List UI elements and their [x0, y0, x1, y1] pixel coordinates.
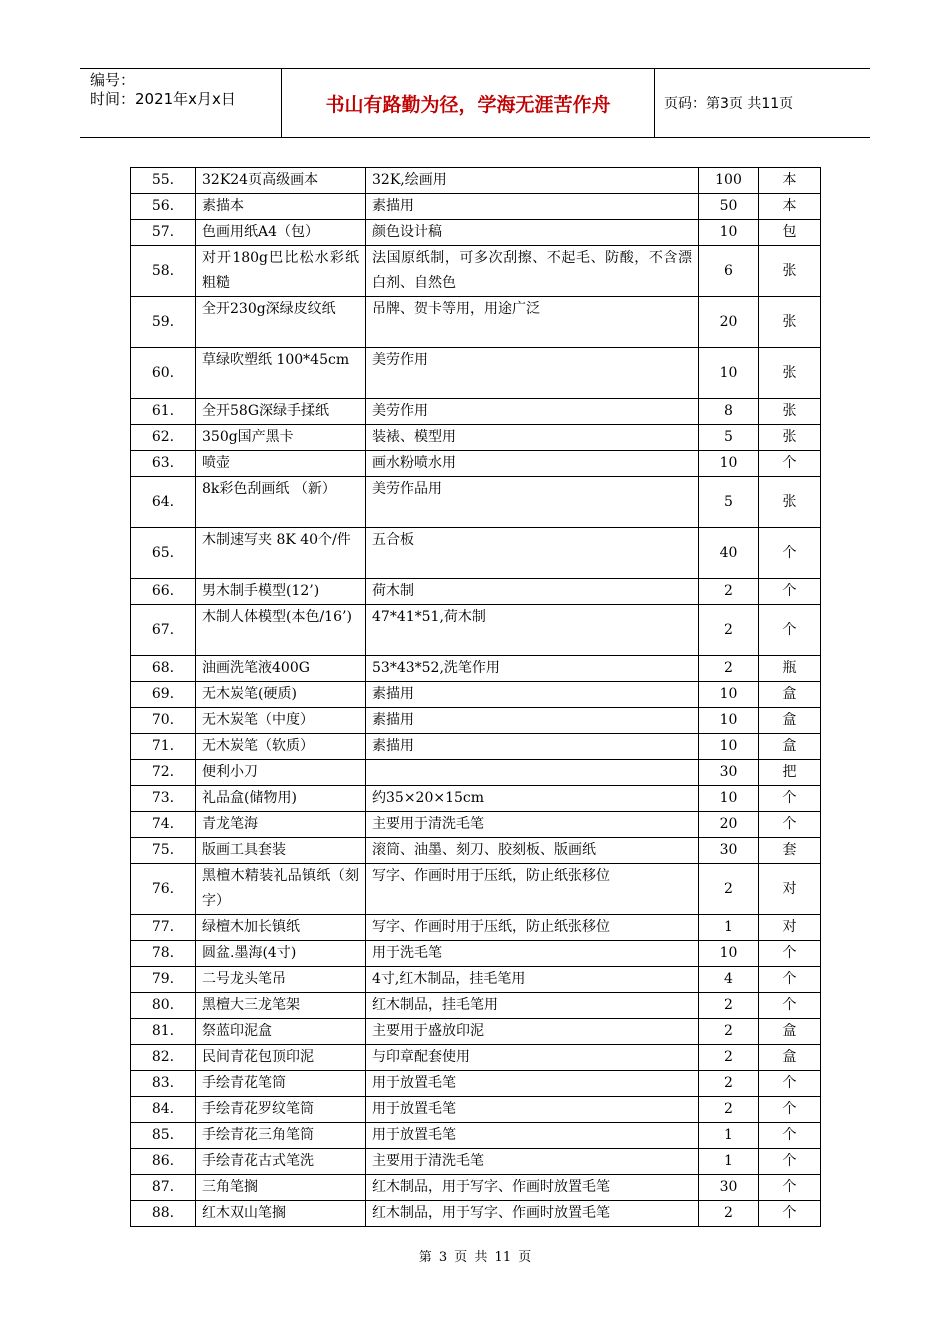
table-row [131, 1149, 821, 1175]
item-number: 76. [131, 864, 196, 915]
item-unit: 个 [759, 1097, 821, 1123]
item-unit: 对 [759, 915, 821, 941]
header-page-info: 页码：第3页 共11页 [664, 96, 794, 112]
item-name: 手绘青花罗纹笔筒 [196, 1097, 366, 1123]
item-quantity: 5 [699, 477, 759, 528]
item-number: 63. [131, 451, 196, 477]
item-number: 72. [131, 760, 196, 786]
item-spec: 用于放置毛笔 [366, 1071, 699, 1097]
item-name: 素描本 [196, 194, 366, 220]
item-unit: 盒 [759, 682, 821, 708]
item-unit: 本 [759, 194, 821, 220]
item-quantity: 10 [699, 682, 759, 708]
item-name: 无木炭笔(硬质) [196, 682, 366, 708]
item-number: 68. [131, 656, 196, 682]
item-spec: 主要用于清洗毛笔 [366, 1149, 699, 1175]
item-spec: 写字、作画时用于压纸，防止纸张移位 [366, 864, 699, 915]
header-meta [80, 69, 282, 137]
item-spec: 用于放置毛笔 [366, 1123, 699, 1149]
item-unit: 个 [759, 786, 821, 812]
item-number: 65. [131, 528, 196, 579]
item-name: 三角笔搁 [196, 1175, 366, 1201]
item-name: 黑檀木精装礼品镇纸（刻字） [196, 864, 366, 915]
item-name: 手绘青花古式笔洗 [196, 1149, 366, 1175]
item-number: 80. [131, 993, 196, 1019]
item-name: 祭蓝印泥盒 [196, 1019, 366, 1045]
item-number: 64. [131, 477, 196, 528]
table-row [131, 579, 821, 605]
item-name: 无木炭笔（软质） [196, 734, 366, 760]
item-quantity: 30 [699, 838, 759, 864]
table-row [131, 967, 821, 993]
table-row [131, 246, 821, 297]
item-quantity: 10 [699, 451, 759, 477]
table-row [131, 477, 821, 528]
date-label: 时间：2021年x月x日 [90, 90, 236, 108]
item-number: 62. [131, 425, 196, 451]
item-quantity: 2 [699, 1019, 759, 1045]
item-unit: 个 [759, 1123, 821, 1149]
item-number: 77. [131, 915, 196, 941]
item-name: 木制人体模型(本色/16’) [196, 605, 366, 656]
item-unit: 个 [759, 993, 821, 1019]
item-quantity: 2 [699, 1097, 759, 1123]
item-quantity: 10 [699, 786, 759, 812]
page-footer: 第 3 页 共 11 页 [418, 1250, 532, 1265]
item-number: 75. [131, 838, 196, 864]
item-number: 73. [131, 786, 196, 812]
item-quantity: 2 [699, 1071, 759, 1097]
item-spec: 主要用于盛放印泥 [366, 1019, 699, 1045]
item-unit: 个 [759, 1149, 821, 1175]
item-spec: 美劳作用 [366, 399, 699, 425]
item-spec: 法国原纸制，可多次刮擦、不起毛、防酸，不含漂白剂、自然色 [366, 246, 699, 297]
table-row [131, 941, 821, 967]
item-spec: 红木制品，用于写字、作画时放置毛笔 [366, 1201, 699, 1227]
item-spec: 五合板 [366, 528, 699, 579]
item-unit: 个 [759, 528, 821, 579]
item-spec: 装裱、模型用 [366, 425, 699, 451]
item-number: 55. [131, 168, 196, 194]
table-row [131, 656, 821, 682]
item-number: 61. [131, 399, 196, 425]
item-name: 红木双山笔搁 [196, 1201, 366, 1227]
item-unit: 盒 [759, 1045, 821, 1071]
item-spec: 主要用于清洗毛笔 [366, 812, 699, 838]
table-row [131, 399, 821, 425]
item-spec: 47*41*51,荷木制 [366, 605, 699, 656]
item-number: 79. [131, 967, 196, 993]
item-spec: 美劳作品用 [366, 477, 699, 528]
item-quantity: 4 [699, 967, 759, 993]
item-number: 86. [131, 1149, 196, 1175]
item-unit: 套 [759, 838, 821, 864]
item-number: 59. [131, 297, 196, 348]
item-unit: 个 [759, 1175, 821, 1201]
item-quantity: 2 [699, 993, 759, 1019]
item-name: 全开230g深绿皮纹纸 [196, 297, 366, 348]
item-number: 78. [131, 941, 196, 967]
item-name: 青龙笔海 [196, 812, 366, 838]
item-spec: 写字、作画时用于压纸，防止纸张移位 [366, 915, 699, 941]
item-unit: 个 [759, 967, 821, 993]
table-row [131, 168, 821, 194]
item-unit: 对 [759, 864, 821, 915]
item-quantity: 2 [699, 605, 759, 656]
item-name: 礼品盒(储物用) [196, 786, 366, 812]
item-spec: 素描用 [366, 734, 699, 760]
item-unit: 盒 [759, 734, 821, 760]
item-spec: 用于放置毛笔 [366, 1097, 699, 1123]
table-row [131, 838, 821, 864]
header-motto: 书山有路勤为径，学海无涯苦作舟 [282, 69, 655, 137]
item-name: 便利小刀 [196, 760, 366, 786]
item-spec: 与印章配套使用 [366, 1045, 699, 1071]
table-row [131, 1097, 821, 1123]
item-spec: 素描用 [366, 708, 699, 734]
table-row [131, 605, 821, 656]
item-name: 黑檀大三龙笔架 [196, 993, 366, 1019]
item-number: 87. [131, 1175, 196, 1201]
item-name: 版画工具套装 [196, 838, 366, 864]
item-spec: 素描用 [366, 682, 699, 708]
table-row [131, 1019, 821, 1045]
item-spec: 53*43*52,洗笔作用 [366, 656, 699, 682]
item-spec: 画水粉喷水用 [366, 451, 699, 477]
item-name: 350g国产黑卡 [196, 425, 366, 451]
item-number: 88. [131, 1201, 196, 1227]
item-quantity: 6 [699, 246, 759, 297]
table-row [131, 348, 821, 399]
item-unit: 瓶 [759, 656, 821, 682]
item-name: 油画洗笔液400G [196, 656, 366, 682]
item-spec: 荷木制 [366, 579, 699, 605]
item-name: 二号龙头笔吊 [196, 967, 366, 993]
item-quantity: 10 [699, 348, 759, 399]
item-number: 85. [131, 1123, 196, 1149]
item-spec: 4寸,红木制品，挂毛笔用 [366, 967, 699, 993]
item-quantity: 30 [699, 760, 759, 786]
item-quantity: 2 [699, 579, 759, 605]
item-number: 83. [131, 1071, 196, 1097]
item-spec: 吊牌、贺卡等用，用途广泛 [366, 297, 699, 348]
item-name: 绿檀木加长镇纸 [196, 915, 366, 941]
item-number: 84. [131, 1097, 196, 1123]
item-unit: 个 [759, 451, 821, 477]
item-quantity: 100 [699, 168, 759, 194]
item-unit: 张 [759, 425, 821, 451]
item-name: 男木制手模型(12’) [196, 579, 366, 605]
item-quantity: 2 [699, 1045, 759, 1071]
item-name: 民间青花包顶印泥 [196, 1045, 366, 1071]
item-quantity: 2 [699, 864, 759, 915]
item-unit: 个 [759, 605, 821, 656]
item-number: 70. [131, 708, 196, 734]
item-unit: 个 [759, 1201, 821, 1227]
item-number: 57. [131, 220, 196, 246]
item-name: 喷壶 [196, 451, 366, 477]
item-name: 对开180g巴比松水彩纸 粗糙 [196, 246, 366, 297]
item-spec: 约35×20×15cm [366, 786, 699, 812]
item-spec: 滚筒、油墨、刻刀、胶刻板、版画纸 [366, 838, 699, 864]
table-row [131, 1045, 821, 1071]
item-name: 色画用纸A4（包） [196, 220, 366, 246]
table-row [131, 194, 821, 220]
item-unit: 个 [759, 579, 821, 605]
item-spec [366, 760, 699, 786]
item-name: 无木炭笔（中度） [196, 708, 366, 734]
item-name: 手绘青花三角笔筒 [196, 1123, 366, 1149]
item-quantity: 20 [699, 812, 759, 838]
item-spec: 素描用 [366, 194, 699, 220]
table-row [131, 451, 821, 477]
item-unit: 本 [759, 168, 821, 194]
inventory-table [130, 167, 821, 1227]
table-row [131, 425, 821, 451]
table-row [131, 1201, 821, 1227]
item-spec: 用于洗毛笔 [366, 941, 699, 967]
item-number: 69. [131, 682, 196, 708]
item-quantity: 5 [699, 425, 759, 451]
table-row [131, 528, 821, 579]
item-unit: 把 [759, 760, 821, 786]
table-row [131, 708, 821, 734]
item-unit: 张 [759, 399, 821, 425]
item-unit: 盒 [759, 708, 821, 734]
item-spec: 颜色设计稿 [366, 220, 699, 246]
item-unit: 盒 [759, 1019, 821, 1045]
item-number: 67. [131, 605, 196, 656]
item-spec: 32K,绘画用 [366, 168, 699, 194]
table-row [131, 786, 821, 812]
item-name: 32K24页高级画本 [196, 168, 366, 194]
item-quantity: 50 [699, 194, 759, 220]
table-row [131, 734, 821, 760]
item-unit: 包 [759, 220, 821, 246]
item-quantity: 8 [699, 399, 759, 425]
item-unit: 个 [759, 941, 821, 967]
table-row [131, 1123, 821, 1149]
item-quantity: 40 [699, 528, 759, 579]
item-quantity: 1 [699, 1149, 759, 1175]
item-quantity: 10 [699, 708, 759, 734]
item-number: 58. [131, 246, 196, 297]
item-unit: 张 [759, 246, 821, 297]
table-row [131, 864, 821, 915]
item-quantity: 30 [699, 1175, 759, 1201]
item-name: 圆盆.墨海(4寸) [196, 941, 366, 967]
inventory-table-body [131, 168, 821, 1227]
item-unit: 张 [759, 477, 821, 528]
table-row [131, 915, 821, 941]
item-unit: 个 [759, 1071, 821, 1097]
page-header [80, 68, 870, 138]
item-quantity: 20 [699, 297, 759, 348]
item-spec: 美劳作用 [366, 348, 699, 399]
item-number: 60. [131, 348, 196, 399]
item-number: 82. [131, 1045, 196, 1071]
item-name: 木制速写夹 8K 40个/件 [196, 528, 366, 579]
item-name: 全开58G深绿手揉纸 [196, 399, 366, 425]
item-number: 81. [131, 1019, 196, 1045]
item-quantity: 2 [699, 656, 759, 682]
item-unit: 张 [759, 348, 821, 399]
item-quantity: 1 [699, 1123, 759, 1149]
number-label: 编号： [90, 71, 136, 89]
table-row [131, 760, 821, 786]
item-name: 草绿吹塑纸 100*45cm [196, 348, 366, 399]
item-name: 8k彩色刮画纸 （新） [196, 477, 366, 528]
table-row [131, 812, 821, 838]
item-number: 66. [131, 579, 196, 605]
table-row [131, 297, 821, 348]
item-number: 56. [131, 194, 196, 220]
item-quantity: 10 [699, 941, 759, 967]
item-spec: 红木制品，挂毛笔用 [366, 993, 699, 1019]
item-quantity: 1 [699, 915, 759, 941]
table-row [131, 993, 821, 1019]
item-unit: 个 [759, 812, 821, 838]
table-row [131, 682, 821, 708]
item-quantity: 10 [699, 734, 759, 760]
item-quantity: 2 [699, 1201, 759, 1227]
item-name: 手绘青花笔筒 [196, 1071, 366, 1097]
item-quantity: 10 [699, 220, 759, 246]
table-row [131, 220, 821, 246]
item-number: 71. [131, 734, 196, 760]
table-row [131, 1175, 821, 1201]
item-spec: 红木制品，用于写字、作画时放置毛笔 [366, 1175, 699, 1201]
item-unit: 张 [759, 297, 821, 348]
item-number: 74. [131, 812, 196, 838]
table-row [131, 1071, 821, 1097]
